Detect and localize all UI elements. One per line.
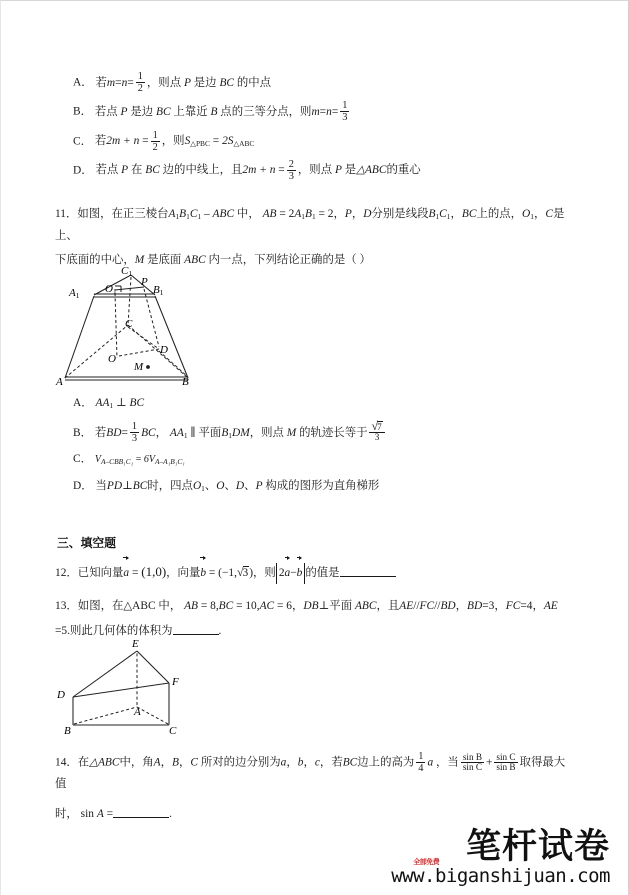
q11-stem-line2: 下底面的中心，M 是底面 ABC 内一点，下列结论正确的是（ ） — [55, 254, 371, 267]
q11-label-C: C — [125, 318, 133, 330]
q13-label-B: B — [64, 725, 71, 737]
watermark — [391, 827, 610, 888]
edge-EF — [137, 651, 169, 683]
q11-label-P: P — [141, 276, 148, 288]
q11-stem-line1: 11．如图，在正三棱台A1B1C1 – ABC 中， AB = 2A1B1 = 2，P，D分别是线段B1C1，BC上的点，O1，C是上、 — [55, 208, 565, 242]
q11-label-B: B — [182, 376, 189, 388]
edge-O1-P — [115, 287, 144, 290]
fraction-quarter: $\frac{1}{4}$ — [418, 751, 424, 775]
q11-label-A1: A1 — [69, 287, 80, 301]
q11-label-M: M — [134, 361, 144, 373]
q13-prism-figure — [61, 633, 256, 743]
q11-label-O1: O1 — [105, 283, 117, 297]
option-text: 当PD⊥BC时，四点O1、O、D、P 构成的图形为直角梯形 — [95, 479, 380, 494]
edge-BA — [74, 707, 137, 724]
q13-label-F: F — [172, 676, 179, 688]
q10-option-d — [55, 159, 575, 182]
segment-C-D — [128, 327, 159, 349]
q13-label-E: E — [132, 638, 139, 650]
option-text: 若m=n= $\frac{1}{2}$ ，则点 P 是边 BC 的中点 — [95, 71, 272, 95]
q10-option-a — [55, 71, 575, 94]
q14 — [55, 751, 575, 826]
answer-blank-14[interactable] — [113, 806, 169, 818]
segment-O-D — [119, 349, 159, 356]
watermark-free-badge: 全部免费 — [413, 858, 440, 866]
option-label: A． — [73, 397, 93, 409]
option-label: C． — [73, 453, 92, 466]
q11-option-d — [55, 476, 575, 498]
option-text: 若2m + n = $\frac{1}{2}$ ，则S△PBC = 2S△ABC — [94, 129, 255, 153]
edge-DE — [73, 651, 137, 697]
vector-b: b — [200, 563, 206, 585]
edge-DF — [73, 683, 169, 697]
fraction-sinC-sinB: $\frac{\text{sin C}}{\text{sin B}}$ — [496, 751, 516, 773]
vector-a: a — [123, 563, 129, 585]
edge-B-B1 — [155, 296, 188, 378]
q14-line2: 时， sin A = . — [55, 807, 172, 820]
q12: 12．已知向量 a = (1,0)，向量 b = (−1,√3)，则 2 a− b 的值是 — [55, 560, 575, 585]
q14-number: 14． — [55, 756, 78, 769]
fraction: $\frac{1}{3}$ — [342, 100, 348, 124]
q11-label-O: O — [108, 353, 116, 365]
q13-label-D: D — [57, 689, 65, 701]
fraction-sinB-sinC: $\frac{\text{sin B}}{\text{sin C}}$ — [462, 751, 482, 773]
option-label: B． — [73, 105, 92, 118]
option-label: A． — [73, 76, 93, 89]
point-M — [146, 365, 150, 369]
q13-line2: =5.则此几何体的体积为 . — [55, 625, 222, 638]
q13-label-A: A — [134, 706, 141, 718]
q14-line1: 14．在△ABC中，角A，B，C 所对的边分别为a，b，c，若BC边上的高为 $\frac{1}{4}$ a ，当 $\frac{\text{sin B}}{\text{sin C}}$ + $\frac{\text{sin C}}{\text{sin B}}$ 取得最大值 — [55, 751, 566, 791]
fraction: $\frac{1}{3}$ — [131, 421, 138, 445]
q12-number: 12． — [55, 566, 78, 579]
fraction: $\frac{2}{3}$ — [288, 158, 294, 182]
q11-option-c — [55, 449, 575, 471]
fraction: $\frac{1}{2}$ — [137, 71, 143, 95]
option-label: D． — [73, 479, 93, 492]
axis-O1-O — [115, 293, 117, 358]
section-heading-3: 三、填空题 — [57, 535, 116, 550]
content-column-3 — [55, 751, 575, 826]
q11-label-B1: B1 — [153, 284, 164, 298]
option-text: $V_{A-CBB_1C_1} = 6V_{A-A_1B_1C_1}$ — [94, 454, 185, 467]
watermark-url: www.biganshijuan.com — [391, 865, 610, 888]
q11-label-A: A — [56, 376, 63, 388]
option-text: 若点 P 在 BC 边的中线上，且2m + n = $\frac{2}{3}$ ，则点 P 是△ABC的重心 — [95, 158, 421, 182]
q11-number: 11． — [55, 208, 78, 221]
q11-label-C1: C1 — [121, 265, 133, 279]
answer-blank-12[interactable] — [340, 565, 396, 577]
option-label: B． — [73, 426, 92, 439]
watermark-brand-cn: 笔杆试卷 — [465, 827, 610, 868]
q11-frustum-figure — [45, 263, 275, 393]
sqrt-fraction: $\frac{√7}{3}$ — [369, 420, 384, 444]
q13-line1: 13．如图，在△ABC 中， AB = 8,BC = 10,AC = 6，DB⊥平面 ABC，且AE//FC//BD，BD=3，FC=4，AE — [55, 600, 558, 613]
q11-stem — [55, 204, 575, 272]
q11-option-a — [55, 393, 575, 415]
sqrt-7: √7 — [371, 418, 382, 433]
content-column — [55, 1, 575, 272]
option-label: D． — [73, 164, 93, 177]
option-text: 若BD= $\frac{1}{3}$ BC， AA1 ∥ 平面B1DM，则点 M 的轨迹长等于 $\frac{√7}{3}$ — [95, 427, 387, 439]
fraction: $\frac{1}{2}$ — [152, 129, 158, 153]
option-text: AA1 ⊥ BC — [95, 397, 145, 411]
absolute-value: 2 a− b — [276, 563, 306, 585]
segment-P-D — [144, 289, 159, 347]
q13-number: 13． — [55, 600, 78, 613]
q11-option-b — [55, 420, 575, 445]
option-text: 若点 P 是边 BC 上靠近 B 点的三等分点，则m=n= $\frac{1}{3}$ — [94, 100, 348, 124]
content-column-2 — [55, 393, 575, 643]
option-label: C． — [73, 135, 92, 148]
sqrt-3: √3 — [236, 564, 249, 579]
edge-AC — [137, 707, 168, 724]
q10-option-c — [55, 130, 575, 153]
q13-label-C: C — [169, 725, 177, 737]
q10-option-b — [55, 100, 575, 123]
q11-label-D: D — [160, 344, 168, 356]
